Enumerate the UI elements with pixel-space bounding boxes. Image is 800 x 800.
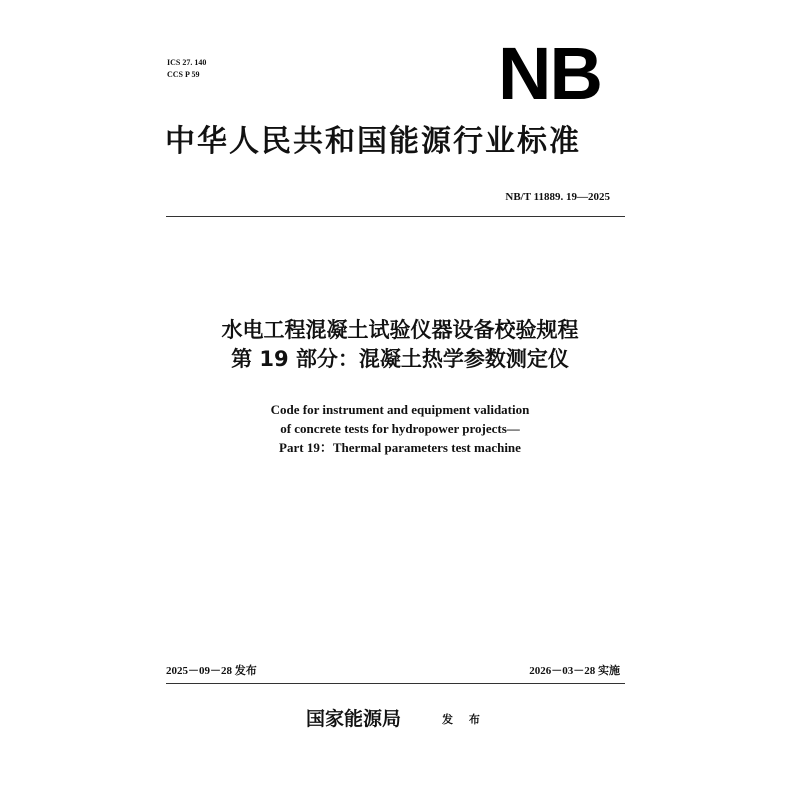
english-title: [0, 400, 800, 457]
chinese-title-line-1: 水电工程混凝土试验仪器设备校验规程: [221, 318, 579, 342]
publish-label: 发 布: [442, 713, 486, 726]
header-divider: [166, 216, 625, 217]
ccs-code: CCS P 59: [167, 70, 200, 79]
implementation-date: 2026－03－28 实施: [529, 665, 620, 677]
publisher-name: 国家能源局: [306, 708, 402, 730]
english-title-line-2: of concrete tests for hydropower projects—: [280, 421, 520, 436]
footer-divider: [166, 683, 625, 684]
english-title-line-3: Part 19：Thermal parameters test machine: [279, 440, 521, 455]
english-title-line-1: Code for instrument and equipment validation: [270, 402, 530, 417]
ics-code: ICS 27. 140: [167, 58, 207, 67]
issue-date: 2025－09－28 发布: [166, 665, 257, 677]
chinese-title-line-2: 第 19 部分：混凝土热学参数测定仪: [231, 347, 569, 371]
nb-logo: NB: [498, 32, 601, 115]
standard-number: NB/T 11889. 19—2025: [505, 191, 610, 203]
standard-type-title: 中华人民共和国能源行业标准: [165, 124, 581, 159]
chinese-title: [0, 316, 800, 374]
classification-codes: [167, 57, 206, 81]
